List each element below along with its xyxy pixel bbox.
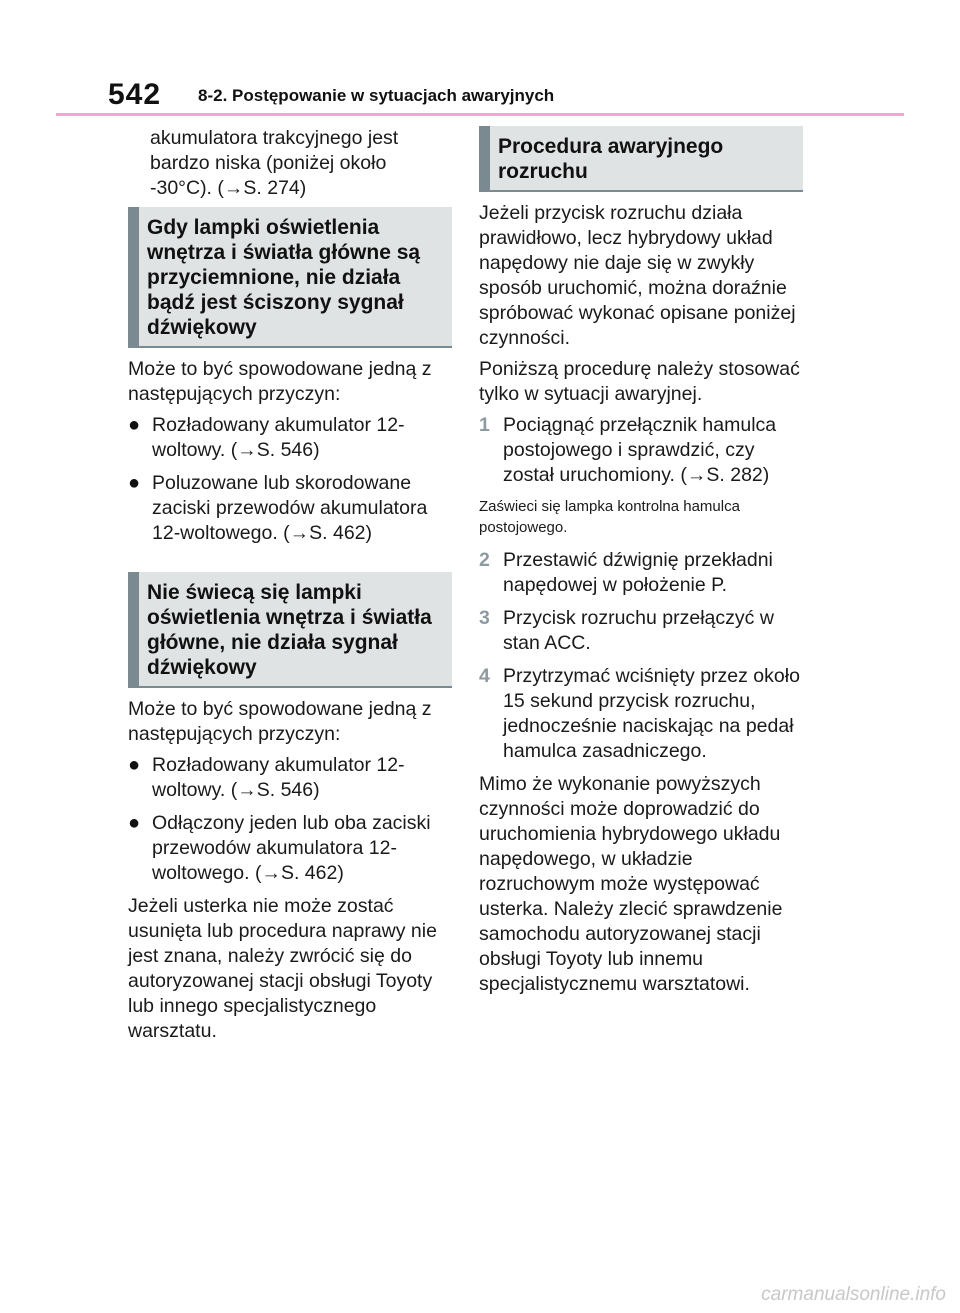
emergency-warning: Poniższą procedurę należy stosować tylko w sytuacji awaryjnej. bbox=[479, 358, 800, 405]
section-title: 8-2. Postępowanie w sytuacjach awaryjnych bbox=[198, 86, 555, 105]
bullet-icon: ● bbox=[128, 812, 141, 834]
step-item bbox=[479, 606, 803, 656]
step-item bbox=[479, 664, 803, 764]
page-header bbox=[0, 0, 960, 120]
advice-paragraph: Jeżeli usterka nie może zostać usunięta lub procedura naprawy nie jest znana, należy zwrócić się do autoryzowanej stacji obsługi Toyoty lub innego specjalistycznego warsztatu. bbox=[128, 895, 437, 1042]
list-item bbox=[128, 753, 452, 803]
causes-intro-2: Może to być spowodowane jedną z następujących przyczyn: bbox=[128, 698, 432, 745]
step-text: Przytrzymać wciśnięty przez około 15 sekund przycisk rozruchu, jednocześnie naciskając na pedał hamulca zasadniczego. bbox=[503, 665, 800, 762]
causes-intro-1: Może to być spowodowane jedną z następujących przyczyn: bbox=[128, 358, 432, 405]
page-number: 542 bbox=[108, 78, 162, 111]
closing-paragraph: Mimo że wykonanie powyższych czynności może doprowadzić do uruchomienia hybrydowego układu napędowego, w układzie rozruchowym może występować usterka. Należy zlecić sprawdzenie samochodu autoryzowanej stacji obsługi Toyoty lub innemu specjalistycznemu warsztatowi. bbox=[479, 773, 783, 995]
bullet-icon: ● bbox=[128, 472, 141, 494]
subheading-dim-lights: Gdy lampki oświetlenia wnętrza i światła główne są przyciemnione, nie działa bądź jest ściszony sygnał dźwiękowy bbox=[128, 207, 452, 348]
list-item-text: Rozładowany akumulator 12-woltowy. (→S. 546) bbox=[152, 754, 405, 801]
step-text: Pociągnąć przełącznik hamulca postojowego i sprawdzić, czy został uruchomiony. (→S. 282) bbox=[503, 414, 777, 486]
header-divider bbox=[56, 113, 904, 116]
list-item bbox=[128, 471, 452, 546]
left-column bbox=[128, 126, 452, 1050]
list-item-text: Rozładowany akumulator 12-woltowy. (→S. 546) bbox=[152, 414, 405, 461]
step-number: 4 bbox=[479, 665, 490, 687]
watermark-link[interactable]: carmanualsonline.info bbox=[761, 1284, 946, 1305]
bullet-icon: ● bbox=[128, 414, 141, 436]
step-text: Przycisk rozruchu przełączyć w stan ACC. bbox=[503, 607, 774, 654]
step-item bbox=[479, 548, 803, 598]
list-item-text: Odłączony jeden lub oba zaciski przewodów akumulatora 12-woltowego. (→S. 462) bbox=[152, 812, 431, 884]
step-number: 1 bbox=[479, 414, 490, 436]
bullet-icon: ● bbox=[128, 754, 141, 776]
list-item bbox=[128, 413, 452, 463]
step-item bbox=[479, 413, 803, 488]
step-number: 3 bbox=[479, 607, 490, 629]
emergency-intro: Jeżeli przycisk rozruchu działa prawidłowo, lecz hybrydowy układ napędowy nie daje się w zwykły sposób uruchomić, można doraźnie spróbować wykonać opisane poniżej czynności. bbox=[479, 202, 796, 349]
list-item-text: Poluzowane lub skorodowane zaciski przewodów akumulatora 12-woltowego. (→S. 462) bbox=[152, 472, 428, 544]
step-text: Przestawić dźwignię przekładni napędowej w położenie P. bbox=[503, 549, 773, 596]
subheading-no-lights: Nie świecą się lampki oświetlenia wnętrza i światła główne, nie działa sygnał dźwiękowy bbox=[128, 572, 452, 688]
step-note: Zaświeci się lampka kontrolna hamulca postojowego. bbox=[479, 498, 740, 536]
subheading-emergency-start: Procedura awaryjnego rozruchu bbox=[479, 126, 803, 192]
list-item bbox=[128, 811, 452, 886]
right-column bbox=[479, 126, 803, 1003]
step-number: 2 bbox=[479, 549, 490, 571]
intro-paragraph: akumulatora trakcyjnego jest bardzo niska (poniżej około -30°C). (→S. 274) bbox=[150, 127, 399, 199]
